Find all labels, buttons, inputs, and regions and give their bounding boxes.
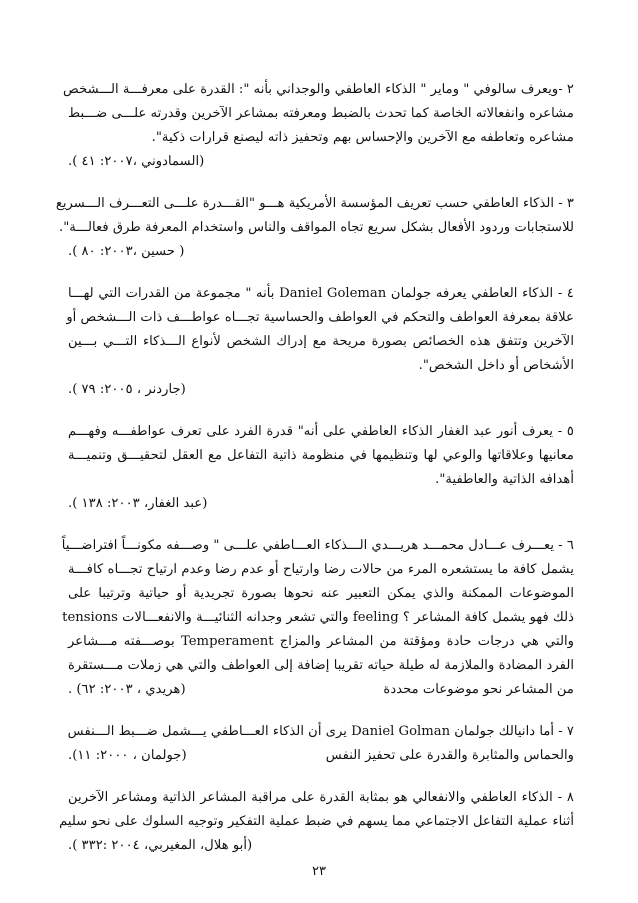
paragraph-line: للاستجابات وردود الأفعال بشكل سريع تجاه المواقف والناس واستخدام المعرفة طرق فعالـــة". [59,220,574,235]
paragraph-line: أثناء عملية التفاعل الاجتماعي مما يسهم في ضبط عملية التفكير وتوجيه السلوك على نحو سليم [59,814,574,829]
paragraph-line: علاقة بمعرفة العواطف والتحكم في العواطف والحساسية تجـــاه عواطـــف ذات الـــشخص أو [66,310,574,325]
paragraph-line: يشمل كافة ما يستشعره المرء من حالات رضا وارتياح أو عدم رضا وعدم ارتياح تجـــاه كافـــة [68,562,574,577]
citation: (جاردنر ، ٢٠٠٥: ٧٩ ). [68,382,186,397]
citation: ( حسين ،٢٠٠٣: ٨٠ ). [68,244,185,259]
paragraph-line: الفرد المضادة والملازمة له طيلة حياته تقريبا إضافة إلى العواطف والتي هي زملات مـــستقرة [68,658,574,673]
document-body [55,78,575,876]
citation-line [68,678,574,702]
paragraph-line: مشاعره وانفعالاته الخاصة كما تحدث بالضبط ومعرفته بمشاعر الآخرين وقدرته علـــى ضـــبط [68,106,574,121]
paragraph-line: والتي هي درجات حادة ومؤقتة من المشاعر والمزاج Temperament بوصـــفته مـــشاعر [68,634,574,649]
paragraph-line: ٢ -ويعرف سالوفي " وماير " الذكاء العاطفي والوجداني بأنه ": القدرة على معرفـــة الـــشخص [63,82,574,97]
citation: (أبو هلال، المغيربي، ٢٠٠٤ :٣٣٢ ). [68,838,253,853]
definition-6 [61,534,574,702]
paragraph-line: الموضوعات الممكنة والذي يمكن التعبير عنه نحوها بصورة تجريدية أو حياتية وترتيبا على [68,586,574,601]
paragraph-line: ٣ - الذكاء العاطفي حسب تعريف المؤسسة الأمريكية هـــو "القـــدرة علـــى التعـــرف الـــسريع [55,196,574,211]
paragraph-line: ٧ - أما دانيالك جولمان Daniel Golman يرى أن الذكاء العـــاطفي يـــشمل ضـــبط الـــنفس [67,724,574,739]
definition-4 [68,282,574,402]
paragraph-line: ٥ - يعرف أنور عبد الغفار الذكاء العاطفي على أنه" قدرة الفرد على تعرف عواطفـــه وفهـــم [68,424,574,439]
definition-7 [68,720,574,768]
definition-3 [55,192,574,264]
paragraph-line: ٨ - الذكاء العاطفي والانفعالي هو بمثابة القدرة على مراقبة المشاعر الذاتية ومشاعر الآخرين [68,790,574,805]
citation: (جولمان ، ٢٠٠٠: ١١). [68,748,187,763]
definition-5 [68,420,574,516]
citation: (السمادوني ،٢٠٠٧: ٤١ ). [68,154,205,169]
paragraph-line: مشاعره وتعاطفه مع الآخرين والإحساس بهم وتحفيز ذاته ليصنع قرارات ذكية". [151,130,574,145]
paragraph-line: ٤ - الذكاء العاطفي يعرفه جولمان Daniel Goleman بأنه " مجموعة من القدرات التي لهـــا [68,286,575,301]
citation: (هريدي ، ٢٠٠٣: ٦٢) . [68,682,186,697]
citation: (عبد الغفار، ٢٠٠٣: ١٣٨ ). [68,496,208,511]
definition-2 [63,78,574,174]
paragraph-line: من المشاعر نحو موضوعات محددة [383,682,574,697]
paragraph-line: الأشخاص أو داخل الشخص". [418,358,574,373]
paragraph-line: ذلك فهو يشمل كافة المشاعر ؟ feeling والتي تشعر وجدانه الثنائيـــة والانفعـــالات tensions [62,610,574,625]
paragraph-line: أهدافه الذاتية والعاطفية". [435,472,574,487]
paragraph-line: معانيها وعلاقاتها والوعي لها وتنظيمها في منظومة ذاتية التفاعل مع العقل لتحقيـــق وتنميـــة [68,448,574,463]
page-number: ٢٣ [312,864,326,879]
paragraph-line: والحماس والمثابرة والقدرة على تحفيز النفس [325,748,574,763]
paragraph-line: الآخرين وتتفق هذه الخصائص بصورة مريحة مع إدراك الشخص لأنواع الـــذكاء التـــي بـــين [68,334,574,349]
definition-8 [59,786,574,858]
paragraph-line: ٦ - يعـــرف عـــادل محمـــد هريـــدي الـــذكاء العـــاطفي علـــى " وصـــفه مكونـــاً افتراضـــياً [61,538,574,553]
citation-line [68,744,574,768]
